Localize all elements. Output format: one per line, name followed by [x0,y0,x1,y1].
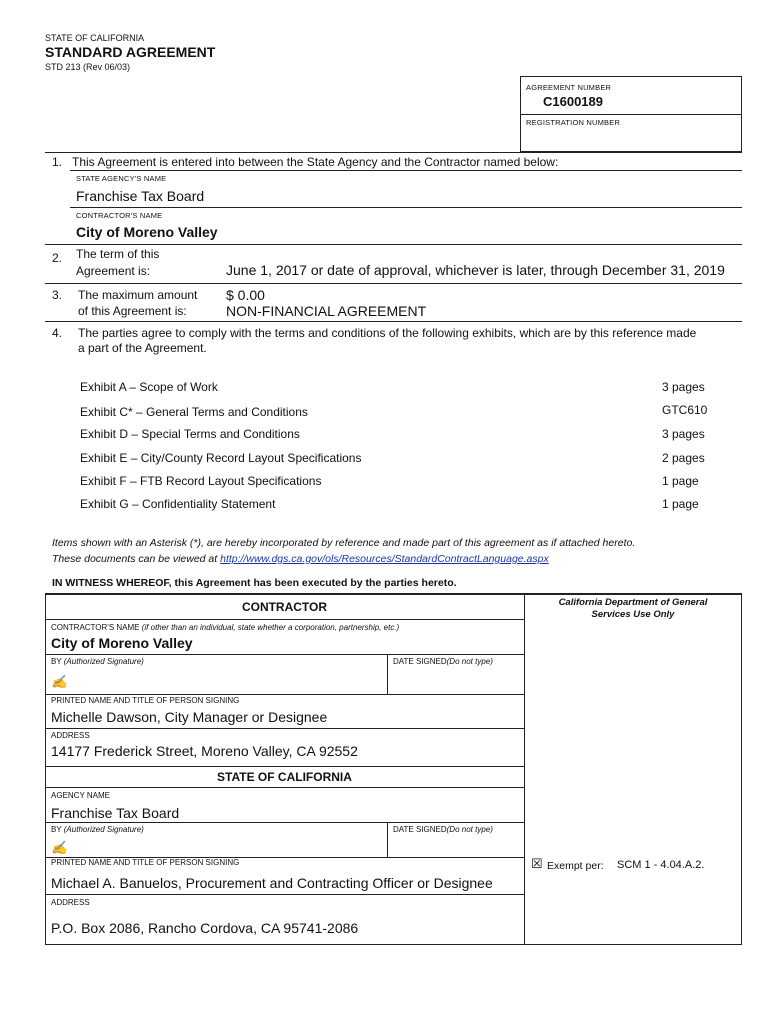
exhibit-name: Exhibit E – City/County Record Layout Specifications [80,451,362,465]
exhibit-name: Exhibit D – Special Terms and Conditions [80,427,300,441]
agreement-number-label: AGREEMENT NUMBER [526,83,612,92]
exhibit-pages: 1 page [662,497,699,511]
asterisk-note-prefix: These documents can be viewed at [52,553,221,565]
term-label-line2: Agreement is: [76,264,151,278]
exhibit-name: Exhibit A – Scope of Work [80,380,218,394]
agency-name-field: Franchise Tax Board [51,805,180,821]
item-4-line2: a part of the Agreement. [78,341,207,355]
exempt-value: SCM 1 - 4.04.A.2. [617,859,705,871]
contractor-name-field: City of Moreno Valley [51,635,193,651]
registration-number-label: REGISTRATION NUMBER [526,118,621,127]
contractor-signature-field[interactable]: ✍ [51,675,68,690]
item-3-number: 3. [52,288,63,302]
exhibit-pages: 2 pages [662,451,705,465]
exhibit-name: Exhibit C* – General Terms and Conditions [80,405,308,419]
state-by-label: BY (Authorized Signature) [51,825,144,834]
agency-name-field-label: AGENCY NAME [51,791,110,800]
contractor-address: 14177 Frederick Street, Moreno Valley, CA 92552 [51,743,358,759]
contractor-by-label: BY (Authorized Signature) [51,657,144,666]
contractor-printed-name: Michelle Dawson, City Manager or Designee [51,709,328,725]
state-address: P.O. Box 2086, Rancho Cordova, CA 95741-2086 [51,920,359,936]
state-heading: STATE OF CALIFORNIA [217,770,352,784]
standard-contract-language-link[interactable]: http://www.dgs.ca.gov/ols/Resources/StandardContractLanguage.aspx [220,553,549,565]
asterisk-note: Items shown with an Asterisk (*), are hereby incorporated by reference and made part of this agreement as if attached hereto. [52,537,636,549]
contractor-date-label: DATE SIGNED(Do not type) [393,657,493,666]
amount-label-line2: of this Agreement is: [78,304,187,318]
exhibit-pages: GTC610 [662,403,708,417]
dgs-use-line1: California Department of General [558,597,708,608]
agreement-number: C1600189 [543,94,603,109]
exempt-checkbox[interactable]: ☒ [531,856,543,871]
dgs-use-line2: Services Use Only [591,609,675,620]
witness-statement: IN WITNESS WHEREOF, this Agreement has been executed by the parties hereto. [52,577,457,589]
item-2-number: 2. [52,251,63,265]
agency-name: Franchise Tax Board [76,188,205,204]
contractor-name-field-label: CONTRACTOR'S NAME (if other than an individual, state whether a corporation, partnership, etc.) [51,623,400,632]
contractor-printed-name-label: PRINTED NAME AND TITLE OF PERSON SIGNING [51,696,240,705]
contractor-address-label: ADDRESS [51,731,90,740]
amount-value: $ 0.00 [226,287,265,303]
term-label-line1: The term of this [76,247,160,261]
item-1-number: 1. [52,155,63,169]
form-number: STD 213 (Rev 06/03) [45,62,131,72]
agency-name-label: STATE AGENCY'S NAME [76,174,167,183]
contractor-name-label: CONTRACTOR'S NAME [76,211,163,220]
form-title: STANDARD AGREEMENT [45,44,216,60]
state-printed-name-label: PRINTED NAME AND TITLE OF PERSON SIGNING [51,858,240,867]
item-1-text: This Agreement is entered into between the State Agency and the Contractor named below: [72,155,559,169]
state-address-label: ADDRESS [51,898,90,907]
asterisk-note-link-line [52,553,549,565]
contractor-name: City of Moreno Valley [76,224,218,240]
state-date-label: DATE SIGNED(Do not type) [393,825,493,834]
state-label: STATE OF CALIFORNIA [45,33,145,43]
exhibit-name: Exhibit G – Confidentiality Statement [80,497,276,511]
state-signature-field[interactable]: ✍ [51,841,68,856]
exhibit-pages: 3 pages [662,427,705,441]
item-4-line1: The parties agree to comply with the terms and conditions of the following exhibits, which are by this reference made [78,326,697,340]
contractor-heading: CONTRACTOR [241,600,328,614]
term-value: June 1, 2017 or date of approval, whichever is later, through December 31, 2019 [226,262,725,278]
state-printed-name: Michael A. Banuelos, Procurement and Contracting Officer or Designee [51,875,493,891]
amount-label-line1: The maximum amount [78,288,198,302]
exhibit-pages: 1 page [662,474,699,488]
exempt-label: Exempt per: [547,860,604,872]
exhibit-pages: 3 pages [662,380,705,394]
item-4-number: 4. [52,326,63,340]
exhibit-name: Exhibit F – FTB Record Layout Specifications [80,474,322,488]
amount-note: NON-FINANCIAL AGREEMENT [226,303,427,319]
